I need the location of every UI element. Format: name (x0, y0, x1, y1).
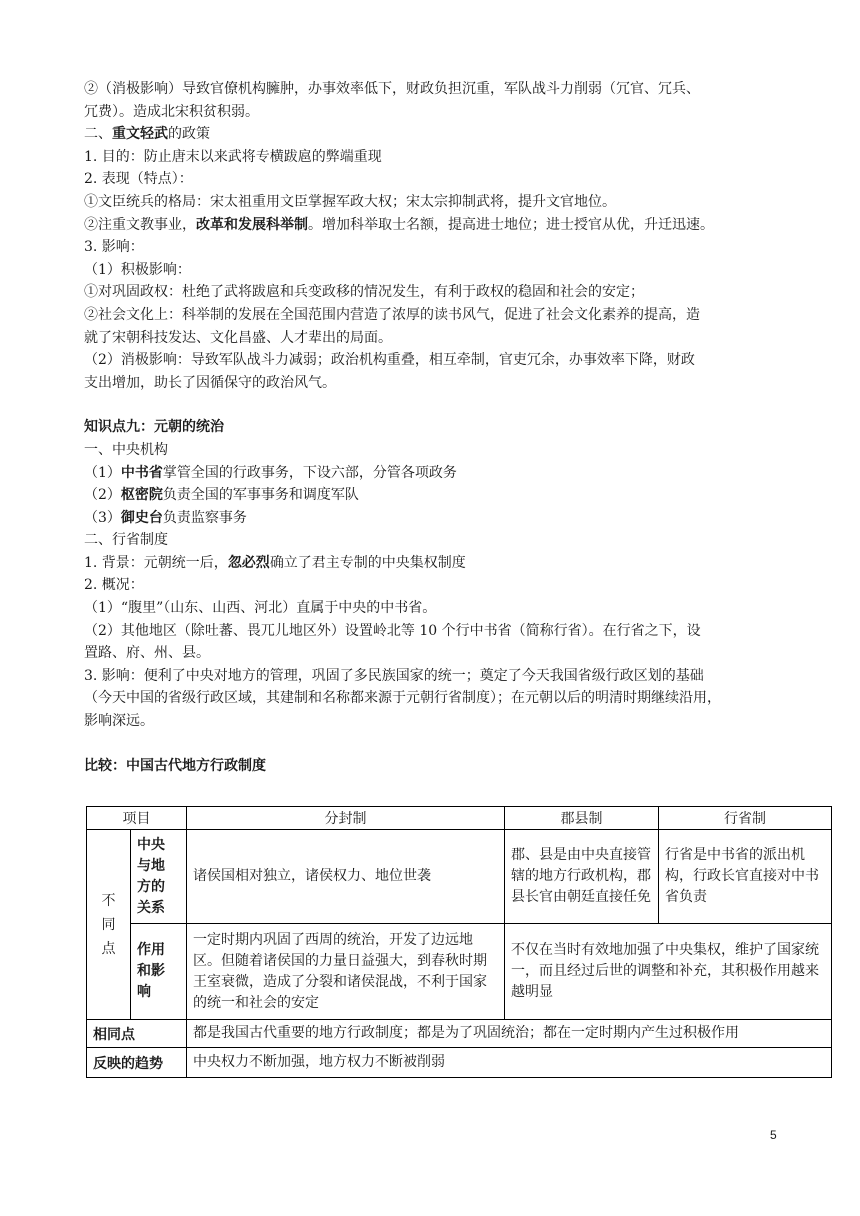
diff-label-cell (87, 830, 131, 1020)
table-row (87, 1048, 832, 1078)
comparison-title: 比较：中国古代地方行政制度 (84, 757, 266, 774)
cell-junxian-xingsheng-effect: 不仅在当时有效地加强了中央集权，维护了国家统一，而且经过后世的调整和补充，其积极作用越来越明显 (505, 924, 832, 1020)
cell-fenfeng-effect: 一定时期内巩固了西周的统治，开发了边远地区。但随着诸侯国的力量日益强大，到春秋时期王室衰微，造成了分裂和诸侯混战，不利于国家的统一和社会的安定 (187, 924, 505, 1020)
text-line: （1）中书省掌管全国的行政事务，下设六部，分管各项政务 (84, 464, 457, 481)
text-line: （1）“腹里”（山东、山西、河北）直属于中央的中书省。 (84, 600, 437, 617)
text-line: （1）积极影响： (84, 261, 191, 278)
knowledge-point-title: 知识点九：元朝的统治 (84, 419, 224, 436)
header-cell: 项目 (87, 807, 187, 830)
label-line: 响 (137, 984, 151, 1000)
diff-char: 点 (101, 940, 116, 957)
text-line: 影响深远。 (84, 713, 154, 730)
text-line: ②社会文化上：科举制的发展在全国范围内营造了浓厚的读书风气，促进了社会文化素养的提高，造 (84, 306, 700, 323)
label-line: 中央 (137, 836, 165, 853)
comparison-table (86, 806, 832, 1078)
section-heading: 二、重文轻武的政策 (84, 126, 210, 143)
text-line: （今天中国的省级行政区域，其建制和名称都来源于元朝行省制度）；在元朝以后的明清时期继续沿用， (84, 690, 721, 707)
effect-label-cell (131, 924, 187, 1020)
document-body (84, 78, 784, 777)
relation-label-cell (131, 830, 187, 924)
text-line: 就了宋朝科技发达、文化昌盛、人才辈出的局面。 (84, 329, 392, 346)
table-header-row (87, 807, 832, 830)
diff-char: 不 (101, 892, 116, 909)
text-line: ①对巩固政权：杜绝了武将跋扈和兵变政移的情况发生，有利于政权的稳固和社会的安定； (84, 284, 644, 301)
text-line: （3）御史台负责监察事务 (84, 509, 247, 526)
cell-xingsheng-relation: 行省是中书省的派出机构，行政长官直接对中书省负责 (659, 830, 832, 924)
diff-char: 同 (101, 916, 116, 933)
text-line: （2）消极影响：导致军队战斗力减弱；政治机构重叠，相互牵制，官吏冗余，办事效率下降，财政 (84, 352, 695, 369)
text-line: 置路、府、州、县。 (84, 645, 210, 662)
section-heading: 一、中央机构 (84, 441, 168, 458)
label-line: 作用 (137, 942, 165, 958)
header-cell: 郡县制 (505, 807, 659, 830)
text-line: 1. 目的：防止唐末以来武将专横跋扈的弊端重现 (84, 148, 382, 165)
text-line: 2. 表现（特点）： (84, 171, 193, 188)
text-line: ②注重文教事业，改革和发展科举制。增加科举取士名额，提高进士地位；进士授官从优，升迁迅速。 (84, 216, 714, 233)
page-number: 5 (770, 1128, 777, 1142)
table-row (87, 1020, 832, 1048)
cell-fenfeng-relation: 诸侯国相对独立，诸侯权力、地位世袭 (187, 830, 505, 924)
text-line: （2）其他地区（除吐蕃、畏兀儿地区外）设置岭北等 10 个行中书省（简称行省）。在行省之下，设 (84, 622, 701, 639)
text-line: ②（消极影响）导致官僚机构臃肿，办事效率低下，财政负担沉重，军队战斗力削弱（冗官、冗兵、 (84, 81, 700, 97)
text-line: 3. 影响： (84, 239, 144, 256)
section-heading: 二、行省制度 (84, 532, 168, 549)
table-row (87, 830, 832, 924)
text-line: 1. 背景：元朝统一后，忽必烈确立了君主专制的中央集权制度 (84, 554, 466, 571)
text-line: （2）枢密院负责全国的军事事务和调度军队 (84, 487, 359, 504)
label-line: 与地 (137, 857, 165, 874)
table-row (87, 924, 832, 1020)
text-line: 支出增加，助长了因循保守的政治风气。 (84, 374, 336, 391)
same-text-cell: 都是我国古代重要的地方行政制度；都是为了巩固统治；都在一定时期内产生过积极作用 (187, 1020, 832, 1048)
same-label-cell: 相同点 (87, 1020, 187, 1048)
text-line: 冗费）。造成北宋积贫积弱。 (84, 103, 259, 120)
text-line: ①文臣统兵的格局：宋太祖重用文臣掌握军政大权；宋太宗抑制武将，提升文官地位。 (84, 193, 616, 210)
cell-junxian-relation: 郡、县是由中央直接管辖的地方行政机构，郡县长官由朝廷直接任免 (505, 830, 659, 924)
label-line: 和影 (137, 963, 165, 979)
trend-label-cell: 反映的趋势 (87, 1048, 187, 1078)
text-line: 3. 影响：便利了中央对地方的管理，巩固了多民族国家的统一；奠定了今天我国省级行政区划的基础 (84, 667, 704, 684)
header-cell: 分封制 (187, 807, 505, 830)
label-line: 关系 (137, 899, 165, 916)
label-line: 方的 (137, 878, 165, 895)
trend-text-cell: 中央权力不断加强，地方权力不断被削弱 (187, 1048, 832, 1078)
text-line: 2. 概况： (84, 577, 144, 594)
header-cell: 行省制 (659, 807, 832, 830)
